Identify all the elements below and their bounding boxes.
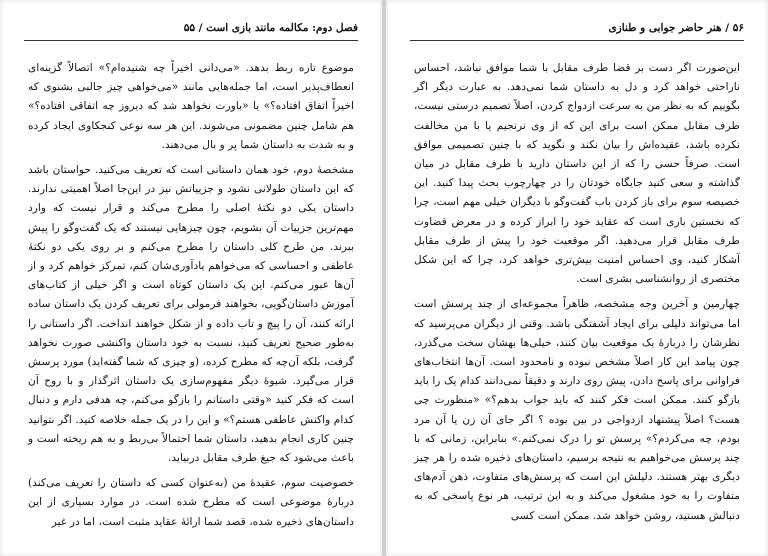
right-page-header — [410, 22, 744, 42]
right-header-rule — [410, 40, 744, 41]
right-page — [386, 0, 768, 556]
right-page-running-title: ۵۶ / هنر حاضر جوابی و طنازی — [608, 22, 744, 34]
left-paragraph-2: مشخصهٔ دوم، خود همان داستانی است که تعریف می‌کنید. حواستان باشد که این داستان طولانی نشود و جزییاتش نیز در این‌جا اصلاً اهمیتی ندارند. داستان یکی دو نکتهٔ اصلی را مطرح می‌کند و قرار نیست که وارد مهم‌ترین جزییات آن بشویم، چون چیزهایی نیستند که یک گفت‌وگو را پیش ببرند. من طرح کلی داستان را مطرح می‌کنم و بر روی یکی دو نکتهٔ عاطفی و احساسی که می‌خواهم یادآوری‌شان کنم، تمرکز خواهم کرد و از آن‌ها عبور می‌کنم. این یک داستان کوتاه است و اگر خیلی از کتاب‌های آموزش داستان‌گویی، بخواهند فرمولی برای تعریف کردن یک داستان ساده ارائه کنند، آن را پیچ و تاب داده و از شکل خواهند انداخت. اگر داستانی را به‌طور صحیح تعریف کنید، نسبت به خود داستان واکنشی صورت نخواهد گرفت، بلکه آن‌چه که مطرح کرده، (و چیزی که شما گفته‌اید) مورد پرسش قرار می‌گیرد. شیوهٔ دیگر مفهوم‌سازی یک داستان اثرگذار و با روح آن است که فکر کنید «وقتی داستانم را بازگو می‌کنم، چه هدفی دارم و دنبال کدام واکنش عاطفی هستم؟» و این را در یک جمله خلاصه کنید. اگر نتوانید چنین کاری انجام بدهید، داستان شما احتمالاً بی‌ربط و به هم ریخته است و باعث می‌شود که جیغ طرف مقابل دربیاید. — [28, 163, 354, 465]
left-page-running-title: فصل دوم: مکالمه مانند بازی است / ۵۵ — [183, 22, 358, 34]
left-header-rule — [24, 40, 358, 41]
left-page-body — [28, 58, 354, 552]
left-page — [0, 0, 382, 556]
right-page-body — [414, 58, 740, 552]
right-paragraph-1: این‌صورت اگر دست بر قضا طرف مقابل با شما موافق نباشد، احساس ناراحتی خواهد کرد و دل به داستان شما نمی‌دهد. به عبارت دیگر اگر بگوییم که به نظر من به سرعت ازدواج کردن، اصلاً تصمیم درستی نیست، طرف مقابل ممکن است برای این که از وی نرنجیم یا با من مخالفت نکرده باشد، عقیده‌اش را بیان نکند و نگوید که با چنین تصمیمی موافق است. صرفاً حسی را که از این داستان دارید با طرف مقابل در میان گذاشته و سعی کنید جایگاه خودتان را در چهارچوب بحث پیدا کنید. این خصیصه سوم برای باز کردن باب گفت‌وگو با دیگران خیلی مهم است، چرا که نخستین باری است که عقاید خود را ابراز کرده و در معرض قضاوت طرف مقابل قرار می‌دهید. اگر موقعیت خود را پیش از طرف مقابل آشکار کنید، وی احساس امنیت بیش‌تری خواهد کرد، چرا که این شکل مختصری از روانشناسی بشری است. — [414, 61, 740, 286]
left-paragraph-3: خصوصیت سوم، عقیدهٔ من (به‌عنوان کسی که داستان را تعریف می‌کند) دربارهٔ موضوعی است که مطرح شده است. در موارد بسیاری از این داستان‌های ذخیره شده، قصد شما ارائهٔ عقاید مثبت است، اما در غیر — [28, 476, 354, 528]
left-paragraph-1: موضوع تازه ربط بدهد. «می‌دانی اخیراً چه شنیده‌ام؟» اتصالاً گزینه‌ای انعطاف‌پذیر است، اما جمله‌هایی مانند «می‌خواهی چیز جالبی بشنوی که اخیراً اتفاق افتاده؟» یا «باورت نخواهد شد که دیروز چه اتفاقی افتاده؟» هم شامل چنین مضمونی می‌شوند. این هر سه نوعی کنجکاوی ایجاد کرده و به شدت به داستان شما پر و بال می‌دهند. — [28, 61, 354, 151]
left-page-header — [24, 22, 358, 42]
right-paragraph-2: چهارمین و آخرین وجه مشخصه، ظاهراً مجموعه‌ای از چند پرسش است اما می‌تواند دلیلی برای ایجاد آشفتگی باشد. وقتی از دیگران می‌پرسید که نظرشان را دربارهٔ یک موقعیت بیان کنند، خیلی‌ها بهشان سخت می‌گذرد، چون پیامد این کار اصلاً مشخص نبوده و نامحدود است. آن‌ها انتخاب‌های فراوانی برای پاسخ دادن، پیش روی دارند و دقیقاً نمی‌دانند کدام یک را باید بازگو کنند. ممکن است فکر کنند که باید جواب بدهم؟» «منظورت چی هست؟ اصلاً پیشنهاد ازدواجی در بین بوده ؟ اگر جای آن زن یا آن مرد بودم، چه می‌کردم؟» پرسش تو را درک نمی‌کنم.» بنابراین، زمانی که با چند پرسش می‌خواهیم به نتیجه برسیم، داستان‌های ذخیره شده را هر چیز دیگری بهتر هستند. دلیلش این است که پرسش‌های متفاوت، ذهن آدم‌های متفاوت را به خود مشغول می‌کند و به این ترتیب، هر نوع پاسخی که به دنبالش هستید، روشن خواهد شد. ممکن است کسی — [414, 297, 740, 522]
